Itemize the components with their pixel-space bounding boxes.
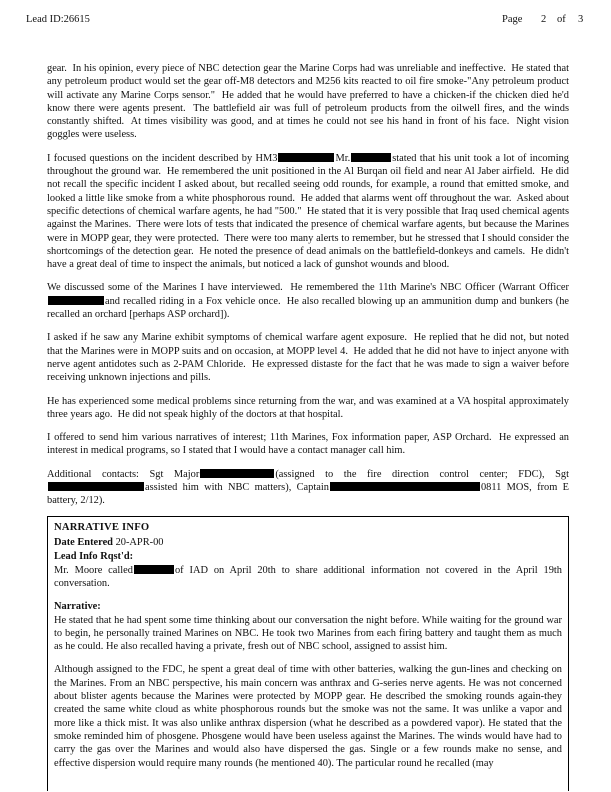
narrative-info-section bbox=[47, 516, 569, 791]
redaction-block bbox=[278, 153, 334, 162]
paragraph-1: gear. In his opinion, every piece of NBC detection gear the Marine Corps had was unreliable and ineffective. He stated that any petroleum product would set the gear off-M8 detectors and M256 kits reacted to oil fire smoke-"Any petroleum product will activate any Marine Corps sensor." He added that he would have preferred to have a chicken-if the chicken died he'd know there were agents present. The battlefield air was full of petroleum products from the oilwell fires, and the winds constantly shifted. At times visibility was good, and at times he could not see his hand in front of his face. Night vision goggles were useless. bbox=[47, 63, 569, 141]
redaction-block bbox=[48, 296, 104, 305]
narrative-paragraph-1: He stated that he had spent some time thinking about our conversation the night before. While waiting for the ground war to begin, he personally trained Marines on NBC. He took two Marines from each firing battery and taught them as much as he could. He also recalled having a private, fresh out of NBC school, assigned to assist him. bbox=[54, 614, 562, 653]
paragraph-3: We discussed some of the Marines I have interviewed. He remembered the 11th Marine's NBC Officer (Warrant Officerand recalled riding in a Fox vehicle once. He also recalled blowing up an ammunition dump and bunkers (he recalled an orchard [perhaps ASP orchard]). bbox=[47, 282, 569, 321]
lead-id bbox=[26, 14, 90, 25]
page-header bbox=[0, 14, 611, 32]
date-entered-row bbox=[54, 536, 562, 549]
lead-info-rqstd-label: Lead Info Rqst'd: bbox=[54, 550, 134, 562]
lead-info-rqstd-label-row bbox=[54, 550, 562, 563]
narrative-paragraph-2: Although assigned to the FDC, he spent a great deal of time with other batteries, walking the gun-lines and checking on the Marines. From an NBC perspective, his main concern was anthrax and G-series nerve agents. He was not concerned about blister agents because the Marines were protected by MOPP gear. He described the smoking rounds again-they created the same white cloud as white phosphorous rounds but the smoke was not the same. It was unlike a vapor and more like a thick mist. It was also unlike anthrax dispersion (what he described as a powdered vapor). He stated that the smoke reminded him of phosgene. Phosgene would have been useless against the Marines. The winds would have had to carry the gas over the Marines and would also have dispersed the gas. Single or a few rounds make no sense, and effective dispersion would require many rounds (he mentioned 40). The particular round he recalled (may bbox=[54, 664, 562, 769]
page-number: 2 bbox=[541, 14, 547, 25]
lead-info-rqstd-value: Mr. Moore called of IAD on April 20th to share additional information not covered in the April 19th conversation. bbox=[54, 564, 562, 589]
redaction-block bbox=[134, 565, 174, 574]
narrative-label: Narrative: bbox=[54, 601, 101, 613]
page-label: Page bbox=[502, 14, 523, 25]
redaction-block bbox=[48, 482, 144, 491]
paragraph-2: I focused questions on the incident described by HM3 Mr. stated that his unit took a lot of incoming throughout the ground war. He remembered the unit positioned in the Al Burqan oil field and near Al Jaber airfield. He did not recall the specific incident I asked about, but recalled seeing odd rounds, for example, a round that emitted smoke, and looked a little like smoke from a white phosphorous round. He added that alarms went off throughout the war. Asked about specific detections of chemical warfare agents, he had "500." He stated that it is very possible that Iraq used chemical agents against the Marines. There were lots of tests that indicated the presence of chemical warfare agents, but because the Marines were in MOPP gear, they were protected. There were too many alerts to remember, but he stressed that I should consider the shortcomings of the detection gear. He noted the presence of dead animals on the battlefield-donkeys and camels. He didn't have a great deal of time to inspect the animals, but noticed a lack of gunshot wounds and blood. bbox=[47, 152, 569, 271]
date-entered-label: Date Entered bbox=[54, 537, 113, 549]
redaction-block bbox=[200, 469, 274, 478]
lead-id-label: Lead ID: bbox=[26, 14, 64, 25]
page-total: 3 bbox=[578, 14, 584, 25]
paragraph-6: I offered to send him various narratives of interest; 11th Marines, Fox information paper, ASP Orchard. He expressed an interest in medical programs, so I stated that I would have a contact manager call him. bbox=[47, 432, 569, 457]
paragraph-5: He has experienced some medical problems since returning from the war, and was examined at a VA hospital approximately three years ago. He did not speak highly of the doctors at that hospital. bbox=[47, 395, 569, 420]
paragraph-4: I asked if he saw any Marine exhibit symptoms of chemical warfare agent exposure. He replied that he did not, but noted that the Marines were in MOPP suits and on occasion, at MOPP level 4. He added that he did not have to inject anyone with nerve agent antidotes such as 2-PAM Chloride. He expressed distaste for the fact that he was made to sign a waiver before receiving unknown injections and pills. bbox=[47, 332, 569, 384]
page-of-label: of bbox=[557, 14, 566, 25]
lead-id-value: 26615 bbox=[63, 14, 90, 25]
narrative-info-title: NARRATIVE INFO bbox=[54, 522, 150, 533]
redaction-block bbox=[330, 482, 480, 491]
date-entered-value: 20-APR-00 bbox=[115, 537, 164, 549]
redaction-block bbox=[351, 153, 391, 162]
paragraph-7: Additional contacts: Sgt Major (assigned to the fire direction control center; FDC), Sgtassisted him with NBC matters), Captain 0811 MOS, from E battery, 2/12). bbox=[47, 468, 569, 507]
body-text bbox=[47, 62, 569, 518]
